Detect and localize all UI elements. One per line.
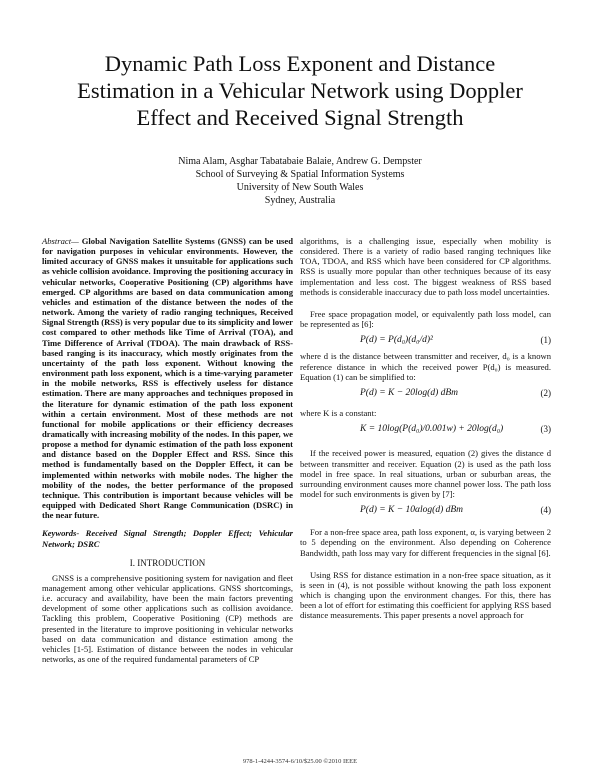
abstract [42,236,293,520]
right-paragraph-7: Using RSS for distance estimation in a non-free space situation, as it is seen in (4), is not possible without knowing the path loss exponent which is changing upon the environment changes. For this, there has been a lot of effort for estimating this coefficient for applying RSS based distance measurements. This paper presents a novel approach for [300,569,551,621]
equation-3-number: (3) [540,424,551,435]
right-paragraph-2: Free space propagation model, or equivalently path loss model, can be represented as [6]: [300,308,551,330]
right-paragraph-1: algorithms, is a challenging issue, especially when mobility is considered. There is a variety of radio based ranging techniques like TOA, TDOA, and RSS which have been considered for CP algorithms. RSS is usually more popular than other techniques because of its easy implementation and less cost. The biggest weakness of RSS based methods is considerable inaccuracy due to path loss model uncertainties. [300,236,551,297]
equation-4-number: (4) [540,505,551,516]
title-line-3: Effect and Received Signal Strength [136,105,464,130]
equation-2-expr: P(d) = K − 20log(d) dBm [360,387,459,398]
left-column [42,236,293,664]
equation-2-number: (2) [540,387,551,398]
equation-1-expr: P(d) = P(d₀)(d₀/d)² [360,335,433,346]
copyright-footer: 978-1-4244-3574-6/10/$25.00 ©2010 IEEE [242,758,358,765]
equation-1-number: (1) [540,335,551,346]
equation-4 [300,505,551,515]
keywords: Keywords- Received Signal Strength; Doppler Effect; Vehicular Network; DSRC [42,528,293,549]
abstract-label: Abstract— [42,236,79,246]
right-paragraph-5: If the received power is measured, equation (2) gives the distance d between transmitter and receiver. Equation (2) is used as the path loss model in free space. In real situations, urban or suburban areas, the surrounding environment causes more channel power loss. The path loss model for such environments is given by [7]: [300,448,551,499]
abstract-text: Global Navigation Satellite Systems (GNSS) can be used for navigation purposes in vehicular environments. However, the limited accuracy of GNSS makes it unsuitable for applications such as vehicle collision avoidance. Improving the positioning accuracy in vehicular networks, Cooperative Positioning (CP) algorithms have emerged. CP algorithms are based on data communication among vehicles and estimation of the distance between the nodes of the network. Among the variety of radio ranging techniques, Received Signal Strength (RSS) is very popular due to its simplicity and lower cost compared to other methods like Time of Arrival (TOA), and Time Difference of Arrival (TDOA). The main drawback of RSS-based ranging is its inaccuracy, which mostly originates from the uncertainty of the path loss exponent. Without knowing the environment path loss exponent, which is a time-varying parameter in the mobile networks, RSS is effectively useless for distance estimation. There are many approaches and techniques proposed in the literature for dynamic estimation of the path loss exponent within a certain environment. Most of these methods are not functional for mobile applications or their efficiency decreases dramatically with increasing mobility of the nodes. In this paper, we propose a method for dynamic estimation of the path loss exponent and distance based on the Doppler Effect and RSS. Since this method is fundamentally based on the Doppler Effect, it can be implemented within networks with mobile nodes. The higher the mobility of the nodes, the better performance of the proposed technique. This contribution is important because vehicles will be equipped with Dedicated Short Range Communication (DSRC) in the near future. [42,236,293,521]
right-paragraph-3: where d is the distance between transmitter and receiver, d₀ is a known reference distance in which the received power P(d₀) is measured. Equation (1) can be simplified to: [300,351,551,382]
affiliation-school: School of Surveying & Spatial Information Systems [195,169,405,180]
title-line-2: Estimation in a Vehicular Network using Doppler [77,78,523,103]
title-line-1: Dynamic Path Loss Exponent and Distance [104,51,496,76]
equation-3 [300,424,551,434]
affiliation-location: Sydney, Australia [264,195,336,206]
right-paragraph-4: where K is a constant: [300,408,377,419]
right-paragraph-6: For a non-free space area, path loss exponent, α, is varying between 2 to 5 depending on the environment. Also depending on Coherence Bandwidth, path loss may vary for different frequencies in the signal [6]. [300,527,551,558]
author-block [60,155,540,207]
equation-1 [300,335,551,345]
intro-paragraph-1: GNSS is a comprehensive positioning system for navigation and fleet management among other vehicular applications. GNSS shortcomings, i.e. accuracy and availability, have been the main factors preventing development of some other applications such as collision avoidance. Tackling this problem, Cooperative Positioning (CP) methods are presented in the literature to improve positioning in vehicular networks based on data communication and distance estimation among the vehicles [1-5]. Estimation of distance between the nodes in vehicular networks, as one of the required fundamental parameters of CP [42,572,293,665]
author-names: Nima Alam, Asghar Tabatabaie Balaie, Andrew G. Dempster [178,156,422,167]
affiliation-university: University of New South Wales [236,182,364,193]
right-column [300,236,551,621]
equation-3-expr: K = 10log(P(d₀)/0.001w) + 20log(d₀) [360,424,504,435]
equation-2 [300,388,551,398]
section-heading-introduction: I. INTRODUCTION [129,557,206,568]
paper-title [40,50,560,131]
equation-4-expr: P(d) = K − 10αlog(d) dBm [360,505,464,516]
